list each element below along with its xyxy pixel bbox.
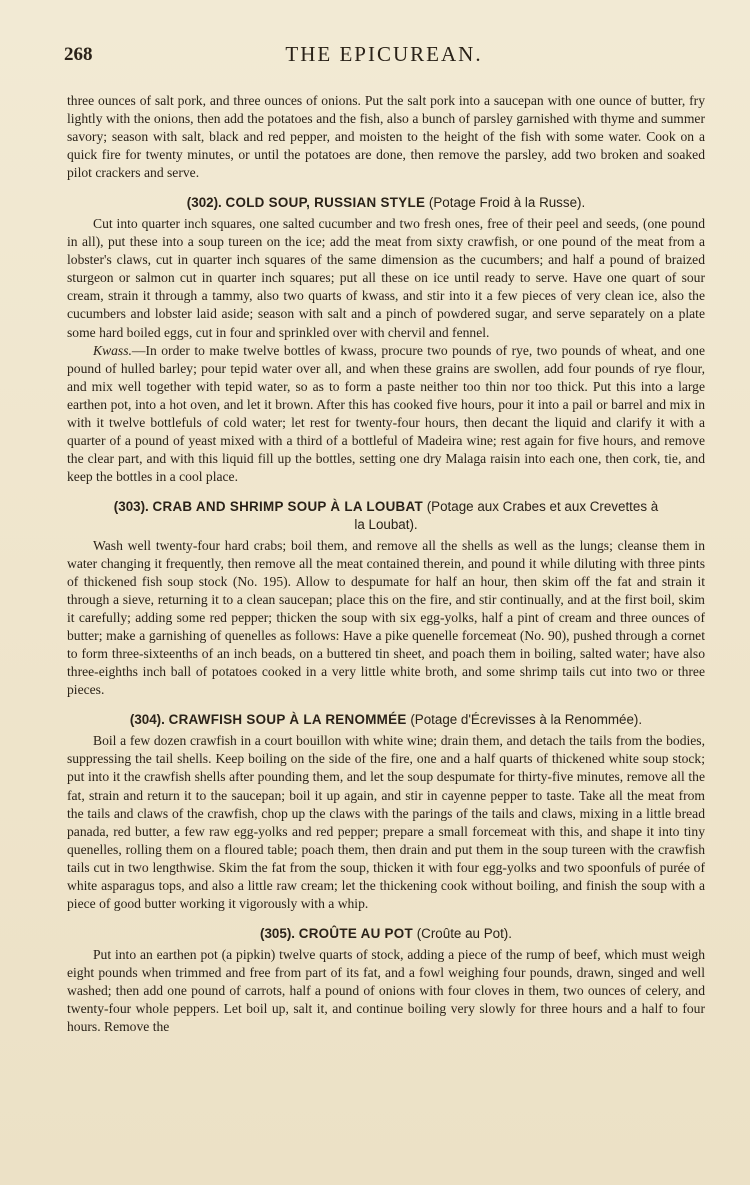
section-heading-305 [67, 925, 705, 943]
page-header [64, 40, 704, 72]
section-title: CRAWFISH SOUP À LA RENOMMÉE [168, 712, 407, 728]
section-title: COLD SOUP, RUSSIAN STYLE [225, 195, 426, 211]
section-number: (304). [129, 712, 165, 728]
section-french-title: (Potage Froid à la Russe). [428, 195, 586, 211]
section-paragraph: Cut into quarter inch squares, one salted cucumber and two fresh ones, free of their peel and seeds, (one pound in all), put these into a soup tureen on the ice; add the meat from sixty crawfish, or one pound of the meat from a lobster's claws, cut in quarter inch squares of the same dimension as the cucumbers; and half a pound of braized sturgeon or salmon cut in quarter inch squares; put all these on ice until ready to serve. Have one quart of sour cream, strain it through a tammy, also two quarts of kwass, and stir into it a few pieces of very clean ice, also the cucumbers and lobster laid aside; season with salt and a pinch of powdered sugar, and serve separately on a plate some hard boiled eggs, cut in four and sprinkled over with chervil and fennel. [67, 216, 705, 340]
running-title: THE EPICUREAN. [285, 42, 483, 66]
section-title: CROÛTE AU POT [298, 925, 413, 941]
section-number: (305). [260, 925, 295, 941]
kwass-text: —In order to make twelve bottles of kwass, procure two pounds of rye, two pounds of wheat, and one pound of hulled barley; pour tepid water over all, and when these grains are swollen, add four pounds of rye flour, and mix well together with tepid water, so as to form a paste neither too thin nor too thick. Put this into a large earthen pot, into a hot oven, and let it brown. After this has cooked five hours, pour it into a pail or barrel and mix in with it twelve bottlefuls of cold water; let rest for twenty-four hours, then decant the liquid and clarify it with a quarter of a pound of yeast mixed with a third of a bottleful of Madeira wine; rest again for five hours, and remove the clear part, and with this liquid fill up the bottles, setting one dry Malaga raisin into each one, then cork, tie, and keep the bottles in a cool place. [67, 342, 705, 484]
section-paragraph: Boil a few dozen crawfish in a court bouillon with white wine; drain them, and detach the tails from the bodies, suppressing the tail shells. Keep boiling on the side of the fire, one and a half quarts of thickened white soup stock; put into it the crawfish shells after pounding them, and let the soup despumate for thirty-five minutes, remove all the fat, strain and return it to the saucepan; boil it up again, and stir in cayenne pepper to taste. Take all the meat from the tails and claws of the crawfish, chop up the claws with the parings of the tails and claws, mixing in a little bread panada, red butter, a few raw egg-yolks and red pepper; prepare a small forcemeat with this, and shape it into tiny quenelles, rolling them on a floured table; poach them, then drain and put them in the soup tureen with the crawfish tails cut in two lengthwise. Skim the fat from the soup, thicken it with four egg-yolks and two spoonfuls of purée of white asparagus tops, and also a little raw cream; let the thickening cook without boiling, and finish the soup with a piece of good butter working it vigorously with a whip. [67, 733, 705, 911]
section-number: (303). [113, 498, 149, 514]
intro-paragraph: three ounces of salt pork, and three ounces of onions. Put the salt pork into a saucepan with one ounce of butter, fry lightly with the onions, then add the potatoes and the fish, also a bunch of parsley garnished with thyme and summer savory; season with salt, black and red pepper, and moisten to the height of the fish with some water. Cook on a quick fire for twenty minutes, or until the potatoes are done, then remove the parsley, add two broken and soaked pilot crackers and serve. [67, 93, 705, 181]
section-title: CRAB AND SHRIMP SOUP À LA LOUBAT [152, 498, 423, 514]
page-body [67, 92, 705, 1036]
section-paragraph: Put into an earthen pot (a pipkin) twelve quarts of stock, adding a piece of the rump of beef, which must weigh eight pounds when trimmed and free from part of its fat, and a fowl weighing four pounds, drawn, singed and well washed; then add one pound of carrots, half a pound of onions with four cloves in them, two ounces of celery, and twenty-four whole peppers. Let boil up, salt it, and continue boiling very slowly for three hours and a half to four hours. Remove the [67, 946, 705, 1035]
section-french-title: (Potage aux Crabes et aux Crevettes à la Loubat). [354, 498, 659, 532]
kwass-term: Kwass. [93, 342, 132, 358]
section-number: (302). [186, 195, 222, 211]
section-heading-303 [67, 498, 705, 534]
section-heading-302 [67, 194, 705, 212]
section-heading-304 [67, 711, 705, 729]
kwass-paragraph [67, 342, 705, 486]
section-french-title: (Potage d'Écrevisses à la Renommée). [410, 712, 643, 728]
section-paragraph: Wash well twenty-four hard crabs; boil them, and remove all the shells as well as the lungs; cleanse them in water changing it frequently, then remove all the meat contained therein, and pound it while diluting with three pints of thickened fish soup stock (No. 195). Allow to despumate for half an hour, then skim off the fat and strain it through a sieve, returning it to a clean saucepan; place this on the fire, and stir continually, and at the first boil, skim it carefully; adding some red pepper; thicken the soup with six egg-yolks, half a pint of cream and three ounces of butter; make a garnishing of quenelles as follows: Have a pike quenelle forcemeat (No. 90), pushed through a cornet to form three-sixteenths of an inch beads, on a buttered tin sheet, and poach them in boiling, salted water; have also three-eighths inch ball of potatoes cooked in a very little white broth, and some shrimp tails cut into two or three pieces. [67, 537, 705, 698]
page-number: 268 [64, 44, 93, 65]
section-french-title: (Croûte au Pot). [416, 925, 512, 941]
